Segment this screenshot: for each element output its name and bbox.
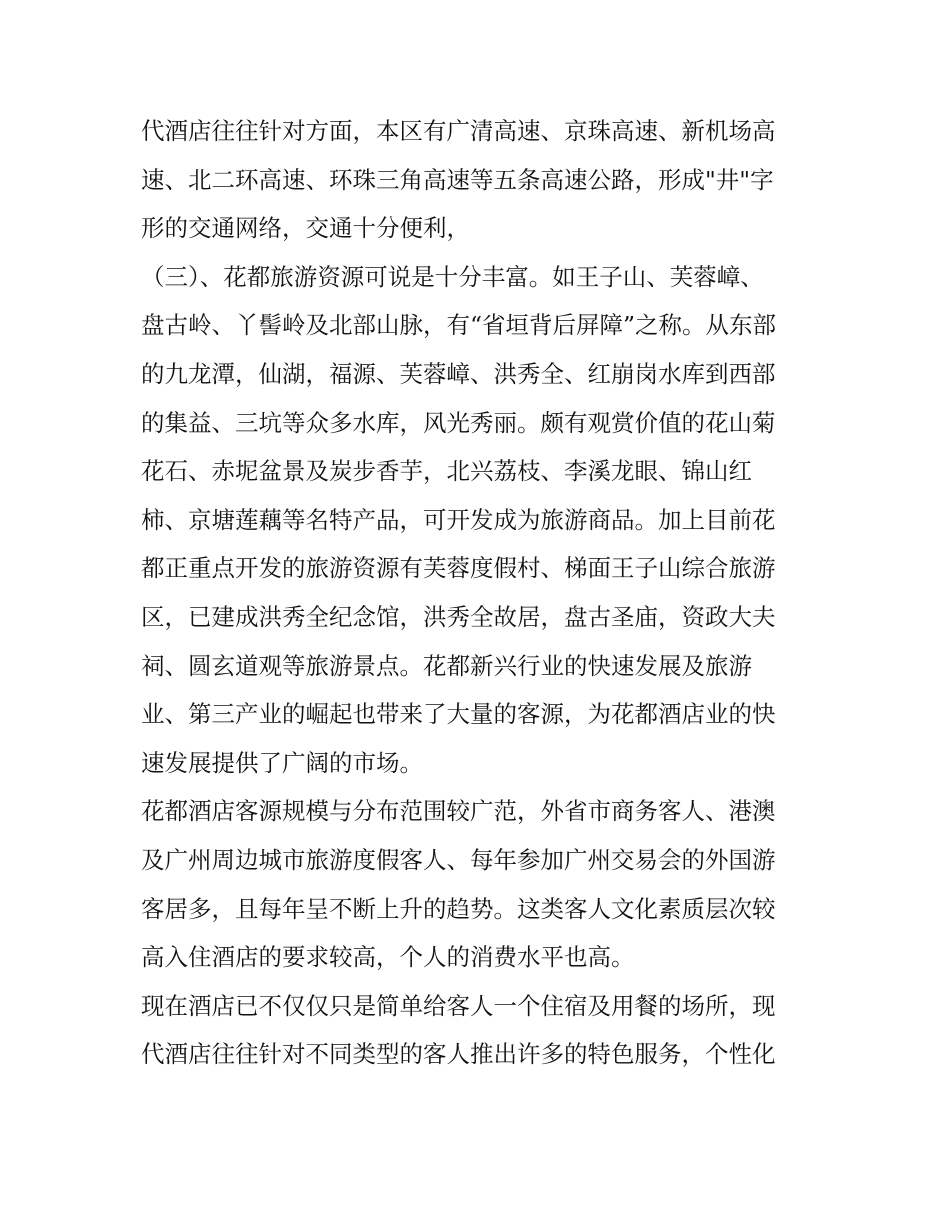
text-line: 形的交通网络，交通十分便利， bbox=[141, 214, 470, 243]
text-line: 祠、圆玄道观等旅游景点。花都新兴行业的快速发展及旅游 bbox=[141, 651, 752, 680]
text-line: 代酒店往往针对不同类型的客人推出许多的特色服务，个性化 bbox=[141, 1040, 776, 1069]
text-line: 都正重点开发的旅游资源有芙蓉度假村、梯面王子山综合旅游 bbox=[141, 554, 776, 583]
text-line: 代酒店往往针对方面，本区有广清高速、京珠高速、新机场高 bbox=[141, 117, 776, 145]
text-line: 及广州周边城市旅游度假客人、每年参加广州交易会的外国游 bbox=[141, 845, 776, 874]
text-line: 速、北二环高速、环珠三角高速等五条高速公路，形成"井"字 bbox=[141, 165, 774, 194]
text-line: 速发展提供了广阔的市场。 bbox=[141, 748, 423, 777]
text-line: 区，已建成洪秀全纪念馆，洪秀全故居，盘古圣庙，资政大夫 bbox=[141, 602, 776, 631]
body-text bbox=[141, 107, 813, 1079]
text-line: 的九龙潭，仙湖，福源、芙蓉嶂、洪秀全、红崩岗水库到西部 bbox=[141, 359, 776, 388]
text-line: 客居多，且每年呈不断上升的趋势。这类客人文化素质层次较 bbox=[141, 894, 776, 923]
text-line: 盘古岭、丫髻岭及北部山脉，有“省垣背后屏障”之称。从东部 bbox=[141, 311, 777, 340]
text-line: 高入住酒店的要求较高，个人的消费水平也高。 bbox=[141, 943, 635, 972]
text-line: 花石、赤坭盆景及炭步香芋，北兴荔枝、李溪龙眼、锦山红 bbox=[141, 457, 752, 486]
text-line: （三）、花都旅游资源可说是十分丰富。如王子山、芙蓉嶂、 bbox=[141, 262, 764, 291]
text-line: 柿、京塘莲藕等名特产品，可开发成为旅游商品。加上目前花 bbox=[141, 505, 776, 534]
text-line: 现在酒店已不仅仅只是简单给客人一个住宿及用餐的场所，现 bbox=[141, 991, 776, 1020]
text-line: 的集益、三坑等众多水库，风光秀丽。颇有观赏价值的花山菊 bbox=[141, 408, 776, 437]
text-line: 业、第三产业的崛起也带来了大量的客源，为花都酒店业的快 bbox=[141, 700, 776, 729]
text-line: 花都酒店客源规模与分布范围较广范，外省市商务客人、港澳 bbox=[141, 797, 776, 826]
